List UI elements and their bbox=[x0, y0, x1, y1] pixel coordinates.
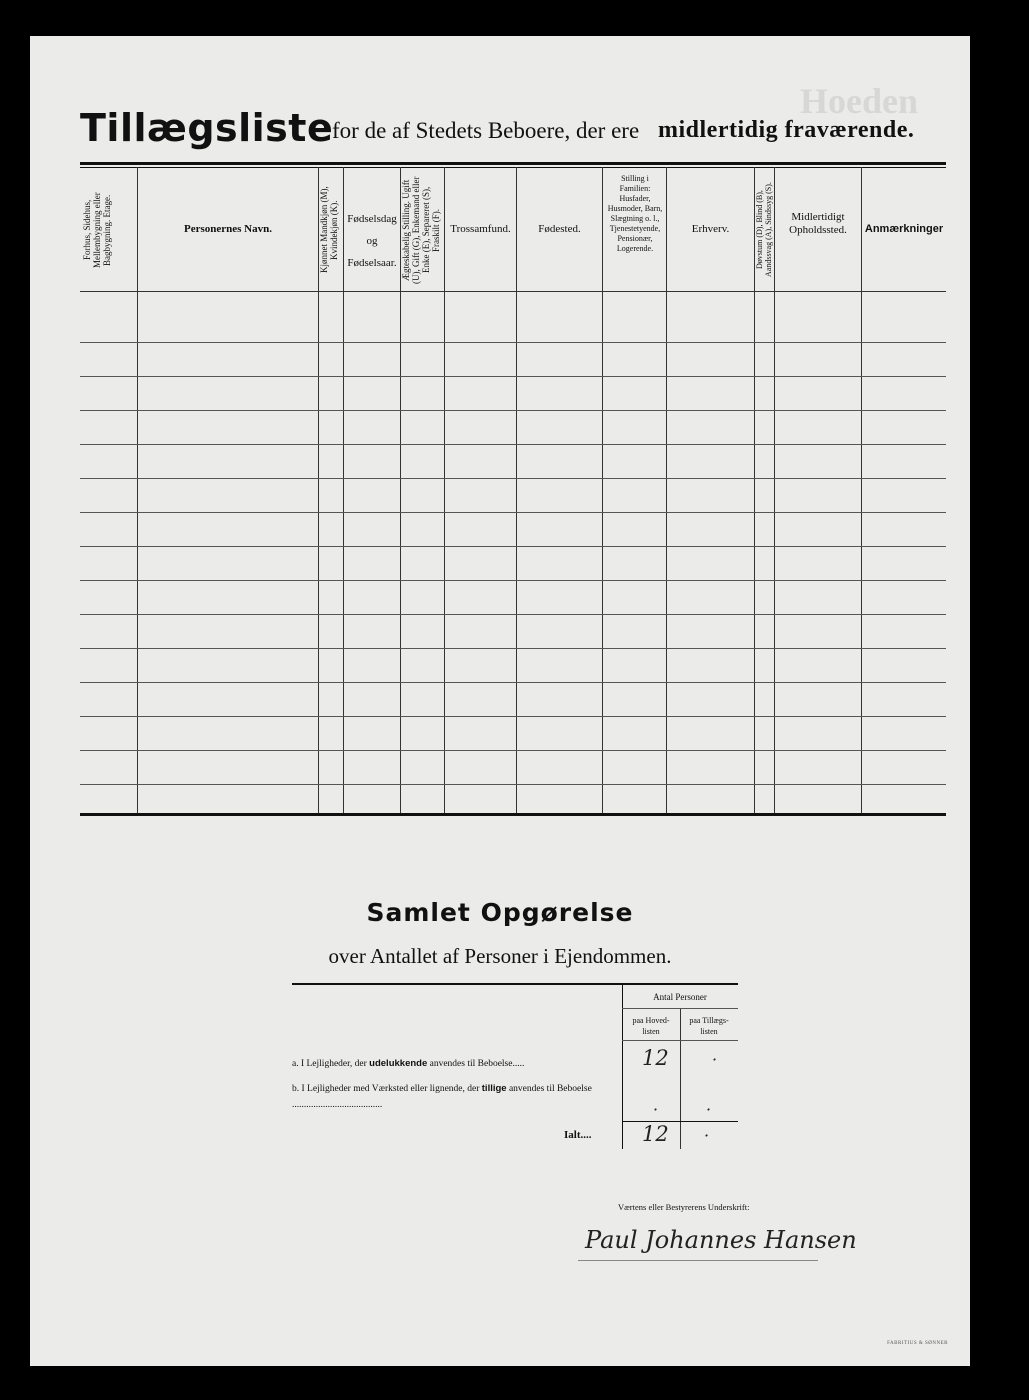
row-a-hoved-value: 12 bbox=[642, 1046, 669, 1070]
row-line bbox=[80, 580, 946, 581]
row-line bbox=[80, 682, 946, 683]
row-line bbox=[80, 376, 946, 377]
row-line bbox=[80, 716, 946, 717]
row-line bbox=[80, 546, 946, 547]
row-line bbox=[80, 478, 946, 479]
col-header-marital: Ægteskabelig Stilling. Ugift (U), Gift (G), Enkemand eller Enke (E), Separeret (S), Fraskilt (F). bbox=[401, 176, 441, 284]
col-header-birthdate: Fødselsdag og Fødselsaar. bbox=[347, 213, 397, 269]
row-line bbox=[80, 342, 946, 343]
table-bottom-rule bbox=[80, 813, 946, 816]
row-b-label: b. I Lejligheder med Værksted eller lignende, der tillige anvendes til Beboelse ...................................... bbox=[292, 1083, 592, 1110]
row-line bbox=[80, 648, 946, 649]
row-line bbox=[80, 750, 946, 751]
col-header-name: Personernes Navn. bbox=[184, 223, 272, 235]
row-line bbox=[80, 614, 946, 615]
row-line bbox=[80, 410, 946, 411]
col-tillaeg-header: paa Tillægs-listen bbox=[689, 1016, 729, 1036]
census-form-sheet bbox=[30, 36, 970, 1366]
row-a-label: a. I Lejligheder, der udelukkende anvendes til Beboelse..... bbox=[292, 1058, 525, 1069]
summary-top-rule bbox=[292, 983, 738, 985]
table-top-rule bbox=[80, 167, 946, 168]
page-title: Tillægsliste bbox=[80, 106, 334, 150]
summary-subheader-line bbox=[622, 1008, 738, 1009]
signature-line bbox=[578, 1260, 818, 1261]
summary-title: Samlet Opgørelse bbox=[366, 898, 634, 927]
col-header-occupation: Erhverv. bbox=[691, 223, 730, 235]
ialt-hoved-value: 12 bbox=[642, 1122, 669, 1146]
page-subtitle-bold: midlertidig fraværende. bbox=[658, 117, 915, 143]
col-header-sex: Kjønnet Mandkjøn (M), Kvindekjøn (K). bbox=[319, 186, 339, 274]
row-line bbox=[80, 512, 946, 513]
col-header-building: Forhus, Sidehus, Mellembygning eller Bagbygning. Etage. bbox=[82, 192, 112, 268]
col-header-remarks: Anmærkninger bbox=[864, 223, 944, 235]
row-a-tillaeg-value: · bbox=[712, 1050, 718, 1069]
col-hoved-header: paa Hoved-listen bbox=[632, 1016, 670, 1036]
antal-header: Antal Personer bbox=[653, 992, 707, 1002]
col-header-temp-residence: Midlertidigt Opholdssted. bbox=[789, 211, 847, 236]
col-header-religion: Trossamfund. bbox=[450, 223, 511, 235]
summary-subtitle: over Antallet af Personer i Ejendommen. bbox=[328, 944, 672, 968]
ialt-label: Ialt.... bbox=[564, 1129, 592, 1141]
header-bottom-rule bbox=[80, 291, 946, 292]
col-header-birthplace: Fødested. bbox=[538, 223, 581, 235]
row-b-hoved-value: · bbox=[653, 1100, 659, 1119]
printer-mark: FABRITIUS & SØNNER bbox=[887, 1341, 948, 1346]
ialt-tillaeg-value: · bbox=[704, 1126, 710, 1145]
row-b-tillaeg-value: · bbox=[706, 1100, 712, 1119]
summary-header-line bbox=[622, 1040, 738, 1041]
col-header-disability: Døvstum (D), Blind (B), Aandssvag (A), Sindssyg (S). bbox=[755, 182, 773, 278]
row-line bbox=[80, 444, 946, 445]
signature-label: Værtens eller Bestyrerens Underskrift: bbox=[618, 1202, 750, 1212]
col-header-family-position: Stilling i Familien: Husfader, Husmoder, Barn, Slægtning o. l., Tjenestetyende, Pensionær, Logerende. bbox=[607, 174, 663, 253]
summary-total-line bbox=[622, 1121, 738, 1122]
title-rule bbox=[80, 162, 946, 165]
signature: Paul Johannes Hansen bbox=[585, 1226, 857, 1254]
summary-col-divider bbox=[680, 1008, 681, 1149]
page-subtitle: for de af Stedets Beboere, der ere bbox=[332, 118, 640, 143]
row-line bbox=[80, 784, 946, 785]
ghost-stamp: Hoeden bbox=[800, 81, 919, 121]
